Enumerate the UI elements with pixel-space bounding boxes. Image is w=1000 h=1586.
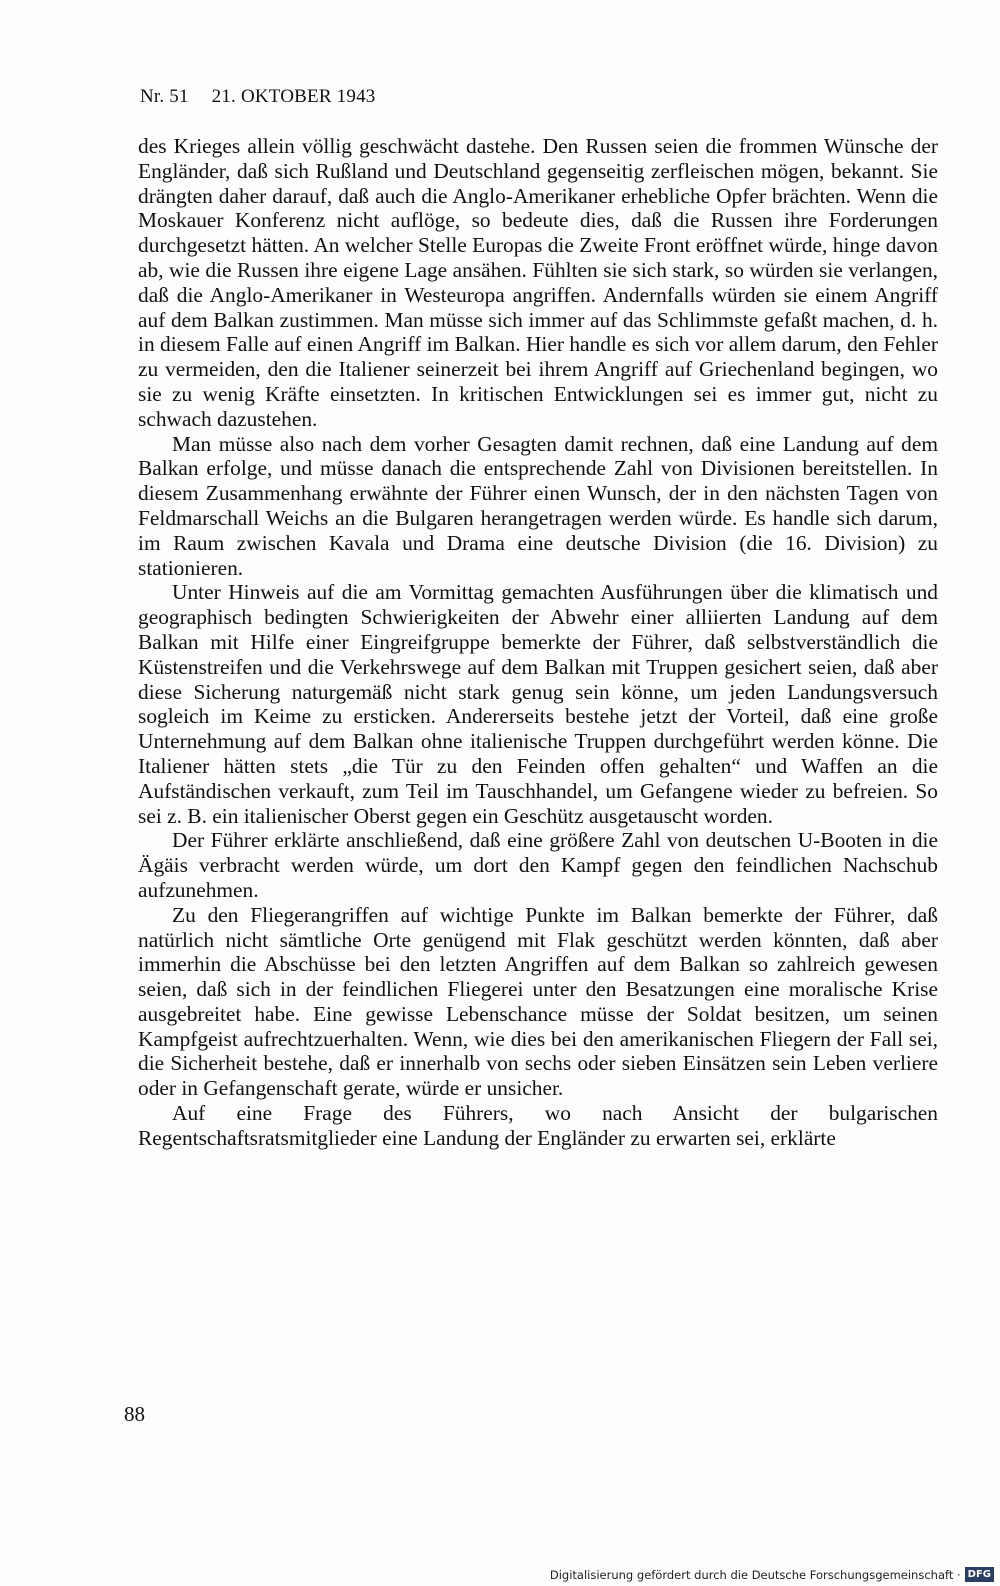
paragraph: Man müsse also nach dem vorher Gesagten damit rechnen, daß eine Landung auf dem Balkan erfolge, und müsse danach die entsprechende Zahl von Divisionen bereitstellen. In diesem Zusammenhang erwähnte der Führer einen Wunsch, der in den nächsten Tagen von Feldmarschall Weichs an die Bulgaren herangetragen werden würde. Es handle sich darum, im Raum zwischen Kavala und Drama eine deutsche Division (die 16. Division) zu stationieren. (138, 431, 938, 580)
body-text (138, 134, 938, 1151)
issue-number: Nr. 51 (140, 86, 189, 107)
paragraph: Zu den Fliegerangriffen auf wichtige Punkte im Balkan bemerkte der Führer, daß natürlich nicht sämtliche Orte genügend mit Flak geschützt werden könnten, daß aber immerhin die Abschüsse bei den letzten Angriffen auf dem Balkan so zahlreich gewesen seien, daß sich in der feindlichen Fliegerei unter den Besatzungen eine moralische Krise ausgebreitet habe. Eine gewisse Lebenschance müsse der Soldat besitzen, um seinen Kampfgeist aufrechtzuerhalten. Wenn, wie dies bei den amerikanischen Fliegern der Fall sei, die Sicherheit bestehe, daß er innerhalb von sechs oder sieben Einsätzen sein Leben verliere oder in Gefangenschaft gerate, würde er unsicher. (138, 902, 938, 1101)
digitization-footer (550, 1567, 994, 1582)
footer-credit: Digitalisierung gefördert durch die Deutsche Forschungsgemeinschaft · (549, 1567, 961, 1582)
paragraph: Der Führer erklärte anschließend, daß eine größere Zahl von deutschen U-Booten in die Ägäis verbracht werden würde, um dort den Kampf gegen den feindlichen Nachschub aufzunehmen. (138, 828, 938, 902)
header-date: 21. OKTOBER 1943 (211, 86, 376, 107)
page-number: 88 (124, 1402, 145, 1426)
dfg-logo: DFG (965, 1567, 994, 1582)
paragraph: des Krieges allein völlig geschwächt dastehe. Den Russen seien die frommen Wünsche der Engländer, daß sich Rußland und Deutschland gegenseitig zerfleischen mögen, bekannt. Sie drängten daher darauf, daß auch die Anglo-Amerikaner erhebliche Opfer brächten. Wenn die Moskauer Konferenz nicht auflöge, so bedeute dies, daß die Russen ihre Forderungen durchgesetzt hätten. An welcher Stelle Europas die Zweite Front eröffnet würde, hinge davon ab, wie die Russen ihre eigene Lage ansähen. Fühlten sie sich stark, so würden sie verlangen, daß die Anglo-Amerikaner in Westeuropa angriffen. Andernfalls würden sie einem Angriff auf dem Balkan zustimmen. Man müsse sich immer auf das Schlimmste gefaßt machen, d. h. in diesem Falle auf einen Angriff im Balkan. Hier handle es sich vor allem darum, den Fehler zu vermeiden, den die Italiener seinerzeit bei ihrem Angriff auf Griechenland begingen, wo sie zu wenig Kräfte einsetzten. In kritischen Entwicklungen sei es immer gut, nicht zu schwach dazustehen. (138, 134, 938, 431)
running-header (140, 86, 375, 108)
paragraph: Auf eine Frage des Führers, wo nach Ansicht der bulgarischen Regentschaftsratsmitglieder eine Landung der Engländer zu erwarten sei, erklärte (138, 1101, 938, 1150)
paragraph: Unter Hinweis auf die am Vormittag gemachten Ausführungen über die klimatisch und geographisch bedingten Schwierigkeiten der Abwehr einer alliierten Landung auf dem Balkan mit Hilfe einer Eingreifgruppe bemerkte der Führer, daß selbstverständlich die Küstenstreifen und die Verkehrswege auf dem Balkan mit Truppen gesichert seien, daß aber diese Sicherung naturgemäß nicht stark genug sein könne, um jeden Landungsversuch sogleich im Keime zu ersticken. Andererseits bestehe jetzt der Vorteil, daß eine große Unternehmung auf dem Balkan ohne italienische Truppen durchgeführt werden könne. Die Italiener hätten stets „die Tür zu den Feinden offen gehalten“ und Waffen an die Aufständischen verkauft, zum Teil im Tauschhandel, um Gefangene wieder zu befreien. So sei z. B. ein italienischer Oberst gegen ein Geschütz ausgetauscht worden. (138, 580, 938, 828)
